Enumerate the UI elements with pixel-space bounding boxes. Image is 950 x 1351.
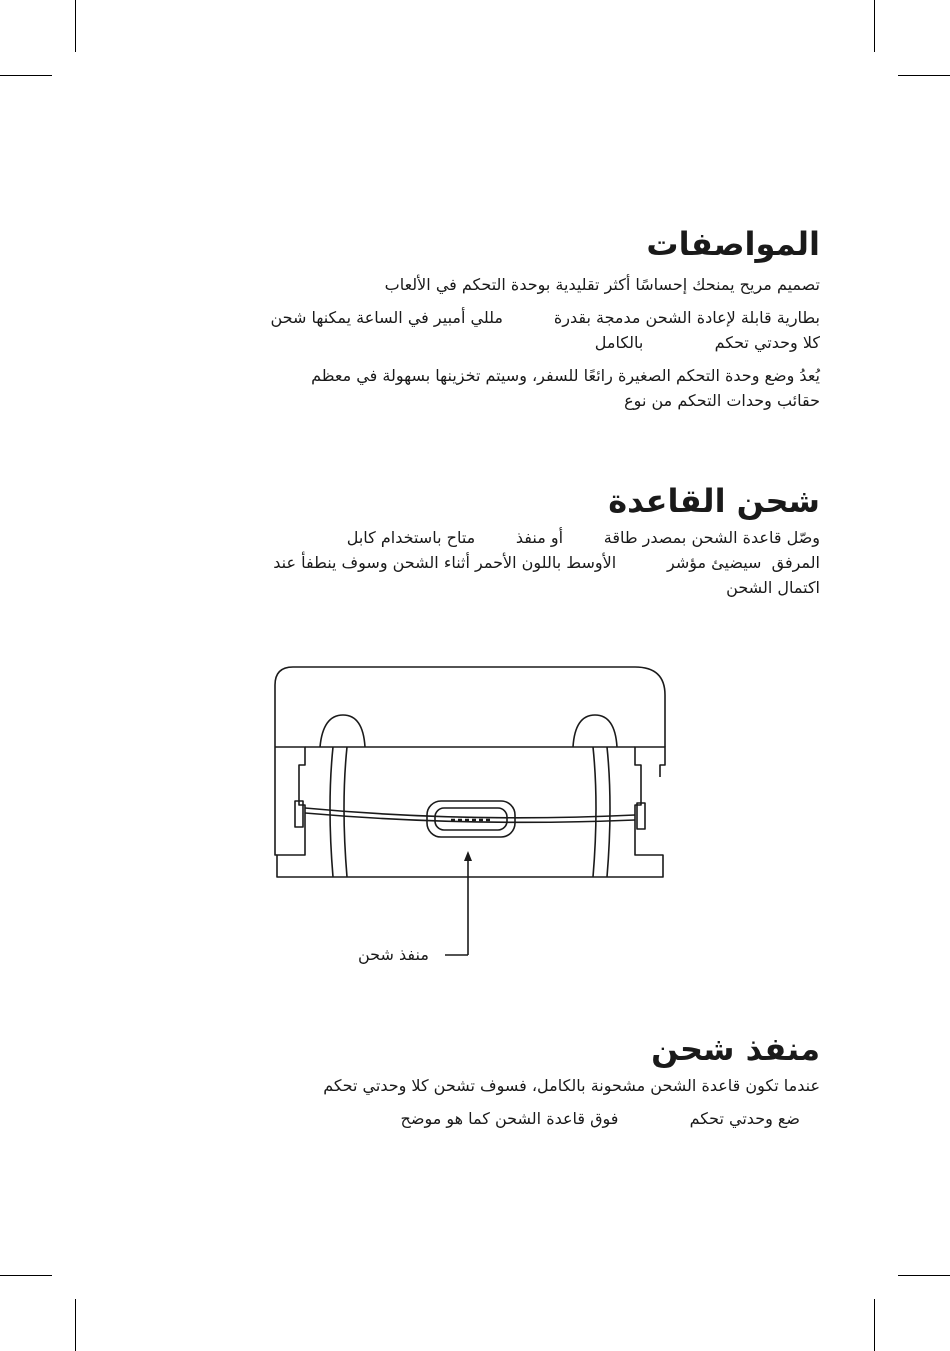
crop-mark [0, 75, 52, 76]
usb-port-outer [427, 801, 515, 837]
specs-line: تصميم مريح يمنحك إحساسًا أكثر تقليدية بوحدة التحكم في الألعاب [384, 275, 820, 295]
charging-base-title: شحن القاعدة [608, 482, 820, 520]
right-clip [637, 803, 645, 829]
crop-mark [0, 1275, 52, 1276]
right-band [593, 747, 596, 877]
crop-mark [898, 75, 950, 76]
charging-port-label: منفذ شحن [358, 945, 429, 964]
usb-port-inner [435, 808, 507, 830]
specs-section [120, 225, 820, 413]
charging-base-line: اكتمال الشحن [726, 577, 820, 597]
crop-mark [75, 0, 76, 52]
charging-port-title: منفذ شحن [651, 1030, 820, 1068]
specs-line: حقائب وحدات التحكم من نوع [624, 390, 820, 410]
right-band-inner [607, 747, 610, 877]
charging-base-line: وصّل قاعدة الشحن بمصدر طاقة أو منفذ متاح باستخدام كابل [346, 528, 820, 548]
crop-mark [898, 1275, 950, 1276]
left-cradle [320, 715, 365, 747]
callout-arrowhead [464, 851, 472, 861]
left-band [330, 747, 333, 877]
right-cradle [573, 715, 617, 747]
charging-base-diagram [255, 655, 685, 975]
crop-mark [874, 0, 875, 52]
specs-line: يُعدُ وضع وحدة التحكم الصغيرة رائعًا للسفر، وسيتم تخزينها بسهولة في معظم [311, 365, 820, 385]
specs-title: المواصفات [646, 225, 820, 263]
charging-port-line: عندما تكون قاعدة الشحن مشحونة بالكامل، فسوف تشحن كلا وحدتي تحكم [323, 1076, 820, 1096]
crop-mark [874, 1299, 875, 1351]
charging-port-section [120, 1030, 820, 1132]
charging-base-section [120, 482, 820, 601]
charging-base-line: المرفق سيضيئ مؤشر الأوسط باللون الأحمر أثناء الشحن وسوف ينطفأ عند [273, 553, 820, 573]
crop-mark [75, 1299, 76, 1351]
charging-port-line: ضع وحدتي تحكم فوق قاعدة الشحن كما هو موضح [400, 1109, 800, 1129]
specs-line: كلا وحدتي تحكم بالكامل [594, 332, 820, 352]
base-top-housing [275, 667, 665, 747]
specs-line: بطارية قابلة لإعادة الشحن مدمجة بقدرة مللي أمبير في الساعة يمكنها شحن [270, 308, 820, 328]
